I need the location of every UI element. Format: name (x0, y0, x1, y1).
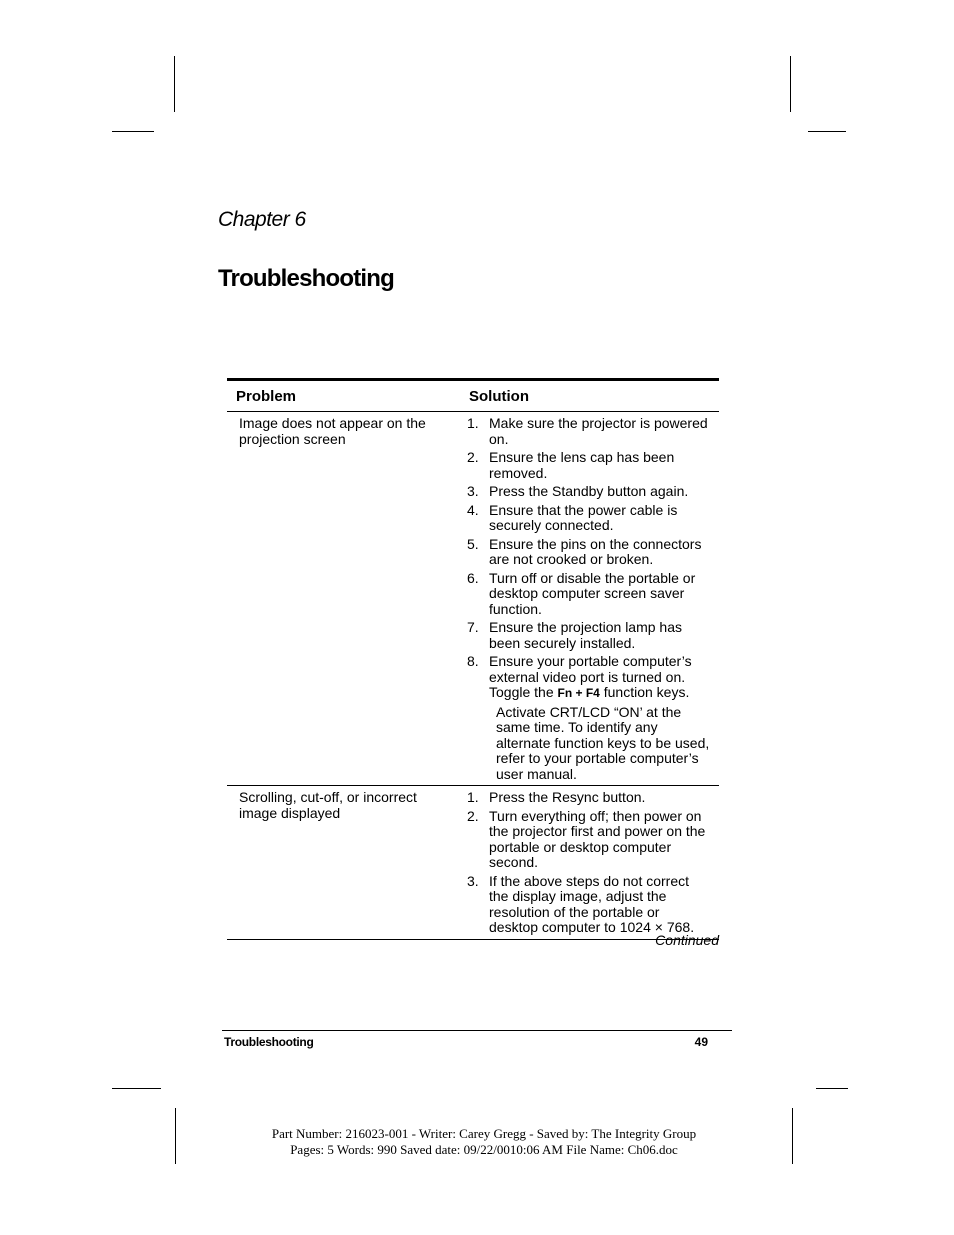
solution-step (460, 450, 719, 481)
solution-step (460, 503, 719, 534)
step-number: 8. (467, 653, 479, 669)
table-header-row (227, 381, 719, 412)
footer-rule (222, 1030, 732, 1031)
step-text-part: function keys. (599, 684, 690, 700)
step-number: 2. (467, 807, 479, 824)
footer-section-title: Troubleshooting (224, 1035, 314, 1049)
troubleshooting-table (227, 378, 719, 940)
solution-step (460, 537, 719, 568)
step-note: Activate CRT/LCD “ON’ at the same time. To identify any alternate function keys to be used, refer to your portable computer’s user manual. (496, 703, 710, 782)
step-number: 3. (467, 483, 479, 499)
solution-step (460, 620, 719, 651)
crop-mark-top-left-vertical (174, 56, 175, 112)
solution-cell (460, 412, 719, 785)
crop-mark-top-right-horizontal (808, 131, 846, 132)
step-text: Turn everything off; then power on the projector first and power on the portable or desktop computer second. (489, 807, 706, 870)
solution-step (460, 654, 719, 702)
page-number: 49 (694, 1035, 708, 1049)
step-text: Ensure the pins on the connectors are not crooked or broken. (489, 535, 702, 567)
document-info (180, 1126, 788, 1158)
step-number: 6. (467, 569, 479, 586)
chapter-label: Chapter 6 (218, 208, 306, 231)
crop-mark-bottom-right-vertical (792, 1108, 793, 1164)
document-info-line: Pages: 5 Words: 990 Saved date: 09/22/0010:06 AM File Name: Ch06.doc (290, 1142, 678, 1157)
step-text: Ensure the projection lamp has been securely installed. (489, 619, 682, 651)
solution-step (460, 809, 719, 871)
solution-cell (460, 786, 719, 939)
table-row (227, 412, 719, 786)
step-number: 7. (467, 619, 479, 635)
step-number: 5. (467, 535, 479, 552)
solution-step (460, 874, 719, 936)
crop-mark-bottom-right-horizontal (816, 1088, 848, 1089)
step-text: If the above steps do not correct the display image, adjust the resolution of the portable or desktop computer to 1024 × 768. (489, 872, 695, 935)
step-number: 1. (467, 789, 479, 805)
step-text-part: Ensure your portable computer’s external video port is turned on. Toggle the (489, 653, 692, 700)
step-text (489, 654, 719, 702)
step-text: Make sure the projector is powered on. (489, 415, 708, 447)
step-text: Press the Standby button again. (489, 483, 689, 499)
crop-mark-top-right-vertical (790, 56, 791, 112)
document-info-line: Part Number: 216023-001 - Writer: Carey Gregg - Saved by: The Integrity Group (271, 1126, 697, 1141)
crop-mark-top-left-horizontal (112, 131, 154, 132)
problem-cell: Scrolling, cut-off, or incorrect image displayed (239, 789, 417, 821)
solution-column-header: Solution (469, 387, 529, 405)
step-number: 4. (467, 501, 479, 518)
function-keys: Fn + F4 (557, 686, 600, 700)
solution-step (460, 571, 719, 618)
continued-label: Continued (655, 932, 719, 948)
solution-step (460, 790, 719, 806)
step-number: 1. (467, 415, 479, 431)
crop-mark-bottom-left-vertical (175, 1108, 176, 1164)
crop-mark-bottom-left-horizontal (112, 1088, 161, 1089)
page-title: Troubleshooting (218, 265, 394, 292)
step-text: Ensure that the power cable is securely connected. (489, 501, 678, 533)
solution-step (460, 416, 719, 447)
table-row (227, 786, 719, 940)
step-text: Ensure the lens cap has been removed. (489, 449, 675, 481)
problem-cell: Image does not appear on the projection screen (239, 415, 426, 447)
step-number: 3. (467, 872, 479, 889)
step-number: 2. (467, 449, 479, 465)
step-text: Turn off or disable the portable or desktop computer screen saver function. (489, 569, 696, 617)
step-text: Press the Resync button. (489, 789, 646, 805)
solution-step (460, 484, 719, 500)
problem-column-header: Problem (236, 387, 297, 405)
